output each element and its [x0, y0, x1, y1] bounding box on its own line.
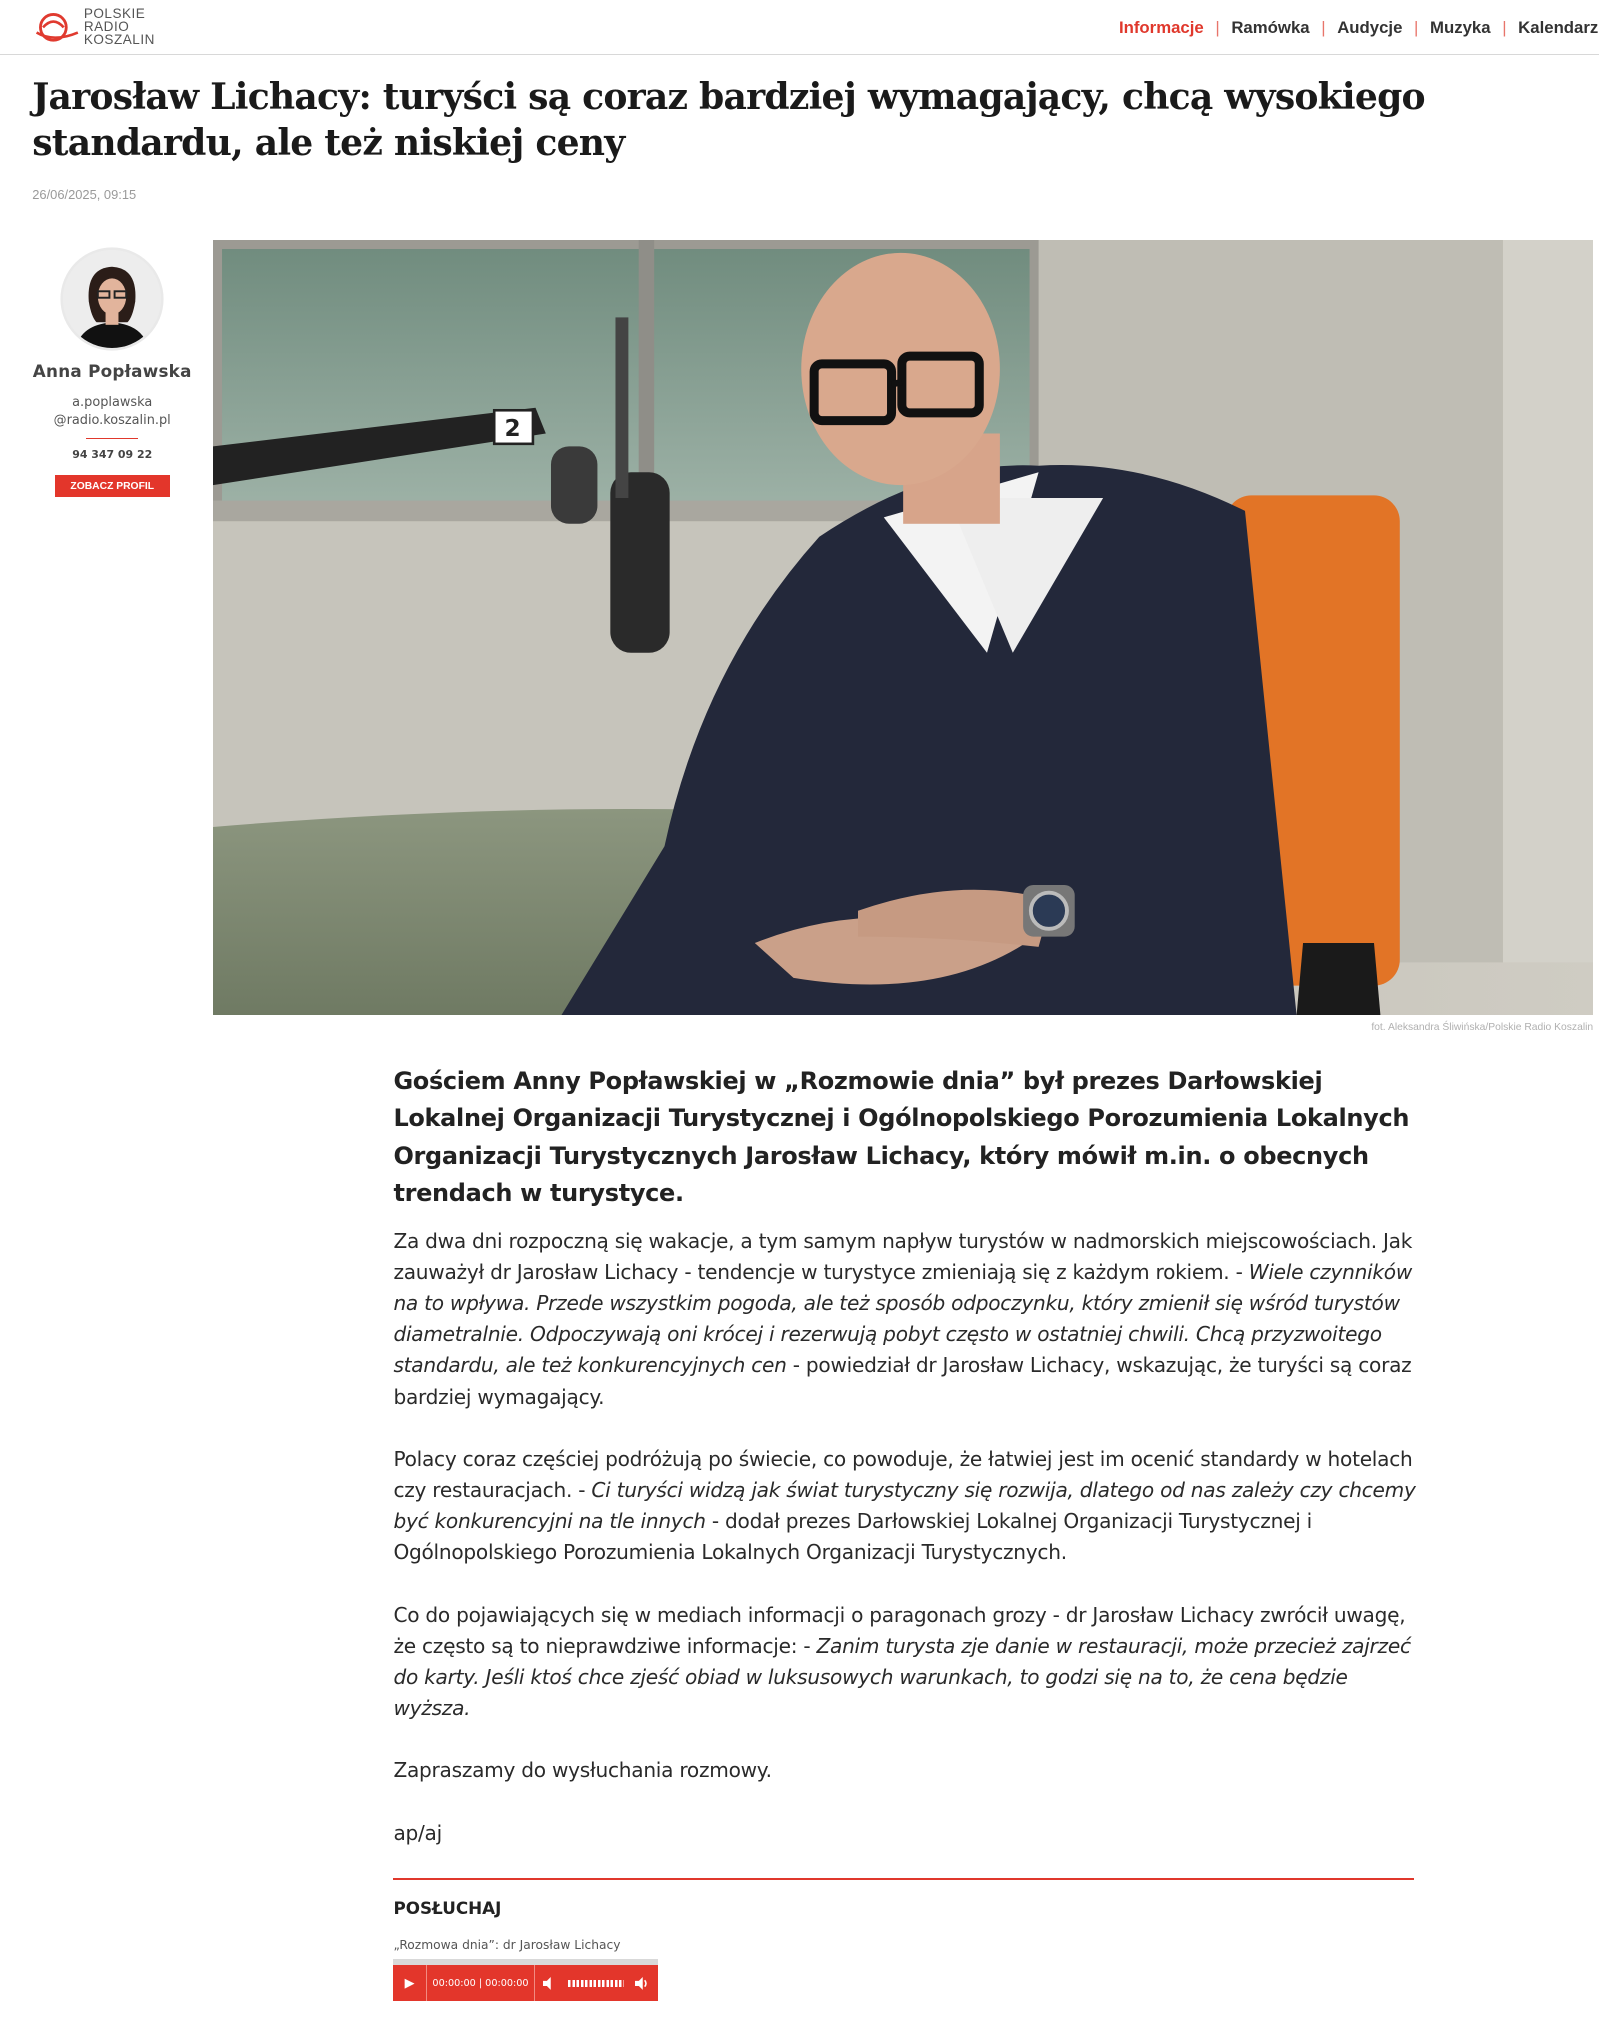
nav-separator: | [1502, 18, 1507, 38]
photo-caption: fot. Aleksandra Śliwińska/Polskie Radio Koszalin [1371, 1021, 1594, 1033]
nav-separator: | [1215, 18, 1220, 38]
nav-separator: | [1321, 18, 1326, 38]
nav-kalendarz[interactable]: Kalendarz [1518, 18, 1599, 38]
volume-bars [568, 1980, 625, 1986]
nav-ramowka[interactable]: Ramówka [1231, 18, 1310, 38]
mute-button[interactable] [535, 1965, 563, 2001]
mute-icon [543, 1977, 556, 1990]
play-button[interactable] [393, 1965, 426, 2001]
paragraph-1-text-a: Za dwa dni rozpoczną się wakacje, a tym samym napływ turystów w nadmorskich miejscowościach. Jak zauważył dr Jarosław Lichacy - tendencje w turystyce zmieniają się z każdym rokiem. - [393, 1228, 1413, 1284]
main-nav [1107, 18, 1599, 38]
article-date: 26/06/2025, 09:15 [32, 187, 137, 203]
paragraph-2 [393, 1444, 1425, 1569]
paragraph-3-quote: Zanim turysta zje danie w restauracji, może przecież zajrzeć do karty. Jeśli ktoś chce zjeść obiad w luksusowych warunkach, to godzi się na to, że cena będzie wyższa. [393, 1633, 1411, 1721]
author-phone: 94 347 09 22 [72, 448, 153, 462]
logo-line-3: KOSZALIN [83, 31, 155, 47]
site-logo[interactable] [34, 6, 155, 47]
nav-separator: | [1414, 18, 1419, 38]
audio-time: 00:00:00 | 00:00:00 [427, 1965, 535, 2001]
paragraph-3 [393, 1600, 1425, 1725]
audio-player [393, 1959, 657, 2001]
article-lead: Gościem Anny Popławskiej w „Rozmowie dnia” był prezes Darłowskiej Lokalnej Organizacji Turystycznej i Ogólnopolskiego Porozumienia Lokalnych Organizacji Turystycznych Jarosław Lichacy, który mówił m.in. o obecnych trendach w turystyce. [393, 1066, 1410, 1208]
author-avatar[interactable] [63, 250, 161, 348]
paragraph-2-text-a: Polacy coraz częściej podróżują po świecie, co powoduje, że łatwiej jest im ocenić standardy w hotelach czy restauracjach. - [393, 1446, 1413, 1502]
audio-title: „Rozmowa dnia”: dr Jarosław Lichacy [393, 1937, 621, 1952]
radio-logo-icon [34, 8, 80, 47]
paragraph-2-quote: Ci turyści widzą jak świat turystyczny się rozwija, dlatego od nas zależy czy chcemy być konkurencyjni na tle innych [393, 1477, 1416, 1534]
author-box [26, 245, 199, 497]
volume-max-icon [635, 1977, 649, 1990]
volume-slider[interactable] [565, 1965, 627, 2001]
paragraph-4: Zapraszamy do wysłuchania rozmowy. [393, 1758, 772, 1783]
author-email-line-2: @radio.koszalin.pl [53, 413, 171, 429]
listen-section [393, 1878, 1413, 2001]
article-body [393, 1226, 1425, 1880]
logo-text [83, 5, 155, 47]
nav-informacje[interactable]: Informacje [1118, 18, 1204, 38]
author-email[interactable] [26, 394, 199, 430]
listen-heading: POSŁUCHAJ [393, 1898, 502, 1919]
article-signature: ap/aj [393, 1820, 442, 1845]
top-bar [0, 0, 1599, 55]
logo-line-2: RADIO [83, 18, 130, 34]
view-profile-button[interactable]: ZOBACZ PROFIL [55, 475, 170, 496]
paragraph-1 [393, 1226, 1425, 1413]
volume-max-button[interactable] [628, 1965, 656, 2001]
article-photo [213, 240, 1593, 1015]
paragraph-1-text-b: - powiedział dr Jarosław Lichacy, wskazując, że turyści są coraz bardziej wymagający. [393, 1353, 1412, 1409]
paragraph-1-quote: Wiele czynników na to wpływa. Przede wszystkim pogoda, ale też sposób odpoczynku, który zmienił się wśród turystów diametralnie. Odpoczywają oni krócej i rezerwują pobyt często w ostatniej chwili. Chcą przyzwoitego standardu, ale też konkurencyjnych cen [393, 1259, 1413, 1378]
author-email-line-1: a.poplawska [72, 395, 153, 411]
author-divider [86, 438, 138, 439]
svg-text:2: 2 [504, 415, 521, 443]
logo-line-1: POLSKIE [83, 5, 146, 21]
play-icon: ▶ [404, 1975, 415, 1991]
article-title: Jarosław Lichacy: turyści są coraz bardziej wymagający, chcą wysokiego standardu, ale też niskiej ceny [32, 74, 1425, 164]
guest-photo-illustration [213, 240, 1593, 1015]
paragraph-3-text-a: Co do pojawiających się w mediach informacji o paragonach grozy - dr Jarosław Lichacy zwrócił uwagę, że często są to nieprawdziwe informacje: - [393, 1602, 1406, 1658]
author-name[interactable]: Anna Popławska [32, 361, 192, 382]
nav-audycje[interactable]: Audycje [1337, 18, 1403, 38]
nav-muzyka[interactable]: Muzyka [1430, 18, 1491, 38]
paragraph-2-text-b: - dodał prezes Darłowskiej Lokalnej Organizacji Turystycznej i Ogólnopolskiego Porozumienia Lokalnych Organizacji Turystycznych. [393, 1509, 1313, 1565]
